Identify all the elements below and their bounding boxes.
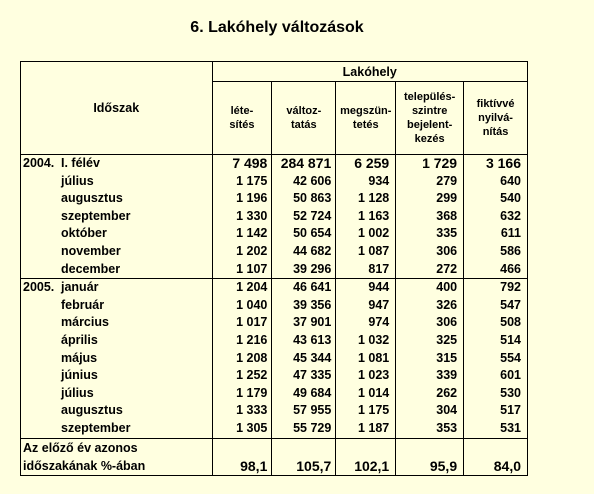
table-row — [21, 332, 528, 350]
cell-value: 1 023 — [336, 367, 396, 385]
row-year: 2004. — [23, 156, 55, 170]
cell-value: 39 296 — [272, 261, 336, 279]
cell-value: 1 216 — [212, 332, 272, 350]
row-period: június — [61, 368, 98, 383]
row-label — [21, 243, 213, 261]
cell-value: 1 128 — [336, 190, 396, 208]
footer-empty-cell — [464, 438, 528, 457]
col-header-letesites — [212, 82, 272, 155]
cell-value: 272 — [396, 261, 464, 279]
cell-value: 1 252 — [212, 367, 272, 385]
cell-value: 1 202 — [212, 243, 272, 261]
col-header-bejelentkezes — [396, 82, 464, 155]
row-label — [21, 173, 213, 191]
cell-value: 944 — [336, 279, 396, 297]
table-row — [21, 367, 528, 385]
cell-value: 1 107 — [212, 261, 272, 279]
cell-value: 304 — [396, 402, 464, 420]
cell-value: 1 333 — [212, 402, 272, 420]
cell-value: 49 684 — [272, 385, 336, 403]
cell-value: 1 017 — [212, 314, 272, 332]
cell-value: 1 175 — [212, 173, 272, 191]
cell-value: 601 — [464, 367, 528, 385]
row-year: 2005. — [23, 280, 55, 295]
cell-value: 335 — [396, 225, 464, 243]
cell-value: 934 — [336, 173, 396, 191]
row-period: november — [61, 243, 121, 258]
row-label — [21, 225, 213, 243]
row-period: szeptember — [61, 420, 131, 435]
cell-value: 1 163 — [336, 208, 396, 226]
cell-value: 306 — [396, 243, 464, 261]
row-period: október — [61, 226, 107, 241]
table-row — [21, 243, 528, 261]
table-row — [21, 314, 528, 332]
cell-value: 1 330 — [212, 208, 272, 226]
cell-value: 1 305 — [212, 420, 272, 438]
footer-empty-cell — [272, 438, 336, 457]
row-label — [21, 314, 213, 332]
row-period: december — [61, 261, 121, 276]
footer-label-line2: időszakának %-ában — [21, 457, 213, 476]
cell-value: 632 — [464, 208, 528, 226]
footer-row — [21, 438, 528, 457]
cell-value: 306 — [396, 314, 464, 332]
cell-value: 1 014 — [336, 385, 396, 403]
cell-value: 315 — [396, 350, 464, 368]
footer-empty-cell — [212, 438, 272, 457]
cell-value: 284 871 — [272, 155, 336, 173]
cell-value: 530 — [464, 385, 528, 403]
footer-value: 95,9 — [396, 457, 464, 476]
cell-value: 3 166 — [464, 155, 528, 173]
table-row — [21, 208, 528, 226]
cell-value: 47 335 — [272, 367, 336, 385]
lakohely-group-header: Lakóhely — [212, 62, 527, 82]
cell-value: 43 613 — [272, 332, 336, 350]
cell-value: 974 — [336, 314, 396, 332]
table-row — [21, 385, 528, 403]
cell-value: 508 — [464, 314, 528, 332]
period-header: Időszak — [21, 62, 213, 155]
footer-label-line1: Az előző év azonos — [21, 438, 213, 457]
cell-value: 517 — [464, 402, 528, 420]
lakohely-table — [20, 61, 528, 476]
cell-value: 262 — [396, 385, 464, 403]
cell-value: 400 — [396, 279, 464, 297]
table-row — [21, 173, 528, 191]
cell-value: 339 — [396, 367, 464, 385]
cell-value: 37 901 — [272, 314, 336, 332]
col-header-label: változ- tatás — [286, 105, 322, 131]
row-period: augusztus — [61, 191, 123, 206]
row-label — [21, 385, 213, 403]
row-period: május — [61, 350, 98, 365]
row-label — [21, 402, 213, 420]
cell-value: 279 — [396, 173, 464, 191]
cell-value: 42 606 — [272, 173, 336, 191]
cell-value: 611 — [464, 225, 528, 243]
cell-value: 353 — [396, 420, 464, 438]
col-header-label: megszün- tetés — [340, 105, 392, 131]
footer-empty-cell — [336, 438, 396, 457]
row-period: I. félév — [61, 156, 100, 170]
cell-value: 57 955 — [272, 402, 336, 420]
cell-value: 52 724 — [272, 208, 336, 226]
cell-value: 1 204 — [212, 279, 272, 297]
table-row — [21, 279, 528, 297]
row-period: február — [61, 297, 105, 312]
table-row — [21, 297, 528, 315]
row-period: március — [61, 315, 109, 330]
cell-value: 6 259 — [336, 155, 396, 173]
cell-value: 45 344 — [272, 350, 336, 368]
cell-value: 1 032 — [336, 332, 396, 350]
cell-value: 586 — [464, 243, 528, 261]
row-label — [21, 190, 213, 208]
row-label — [21, 279, 213, 297]
footer-value: 102,1 — [336, 457, 396, 476]
row-label — [21, 350, 213, 368]
row-label — [21, 420, 213, 438]
footer-value: 105,7 — [272, 457, 336, 476]
cell-value: 1 002 — [336, 225, 396, 243]
cell-value: 1 081 — [336, 350, 396, 368]
cell-value: 1 729 — [396, 155, 464, 173]
cell-value: 554 — [464, 350, 528, 368]
table-row — [21, 350, 528, 368]
cell-value: 466 — [464, 261, 528, 279]
row-label — [21, 297, 213, 315]
row-period: április — [61, 332, 98, 347]
table-row — [21, 190, 528, 208]
cell-value: 39 356 — [272, 297, 336, 315]
cell-value: 947 — [336, 297, 396, 315]
cell-value: 50 654 — [272, 225, 336, 243]
col-header-label: fiktívvé nyilvá- nítás — [476, 98, 515, 138]
cell-value: 44 682 — [272, 243, 336, 261]
cell-value: 50 863 — [272, 190, 336, 208]
row-period: szeptember — [61, 208, 131, 223]
row-label — [21, 367, 213, 385]
cell-value: 299 — [396, 190, 464, 208]
cell-value: 7 498 — [212, 155, 272, 173]
table-row — [21, 402, 528, 420]
cell-value: 1 208 — [212, 350, 272, 368]
cell-value: 326 — [396, 297, 464, 315]
row-period: július — [61, 173, 94, 188]
table-row — [21, 225, 528, 243]
cell-value: 1 142 — [212, 225, 272, 243]
cell-value: 1 040 — [212, 297, 272, 315]
cell-value: 514 — [464, 332, 528, 350]
row-label — [21, 332, 213, 350]
cell-value: 817 — [336, 261, 396, 279]
footer-row — [21, 457, 528, 476]
col-header-label: léte- sítés — [229, 105, 255, 131]
table-row — [21, 155, 528, 173]
row-label — [21, 155, 213, 173]
row-period: január — [61, 280, 99, 295]
row-label — [21, 208, 213, 226]
cell-value: 1 196 — [212, 190, 272, 208]
footer-empty-cell — [396, 438, 464, 457]
cell-value: 540 — [464, 190, 528, 208]
cell-value: 46 641 — [272, 279, 336, 297]
cell-value: 325 — [396, 332, 464, 350]
col-header-label: település- szintre bejelent- kezés — [403, 91, 456, 145]
col-header-megszuntetes — [336, 82, 396, 155]
cell-value: 1 187 — [336, 420, 396, 438]
cell-value: 1 175 — [336, 402, 396, 420]
footer-value: 98,1 — [212, 457, 272, 476]
cell-value: 547 — [464, 297, 528, 315]
row-period: július — [61, 385, 94, 400]
page-title: 6. Lakóhely változások — [190, 19, 364, 36]
cell-value: 792 — [464, 279, 528, 297]
footer-value: 84,0 — [464, 457, 528, 476]
cell-value: 640 — [464, 173, 528, 191]
col-header-fiktiv — [464, 82, 528, 155]
row-label — [21, 261, 213, 279]
cell-value: 531 — [464, 420, 528, 438]
cell-value: 1 179 — [212, 385, 272, 403]
cell-value: 55 729 — [272, 420, 336, 438]
col-header-valtoztatas — [272, 82, 336, 155]
cell-value: 368 — [396, 208, 464, 226]
table-row — [21, 261, 528, 279]
cell-value: 1 087 — [336, 243, 396, 261]
table-row — [21, 420, 528, 438]
row-period: augusztus — [61, 403, 123, 418]
